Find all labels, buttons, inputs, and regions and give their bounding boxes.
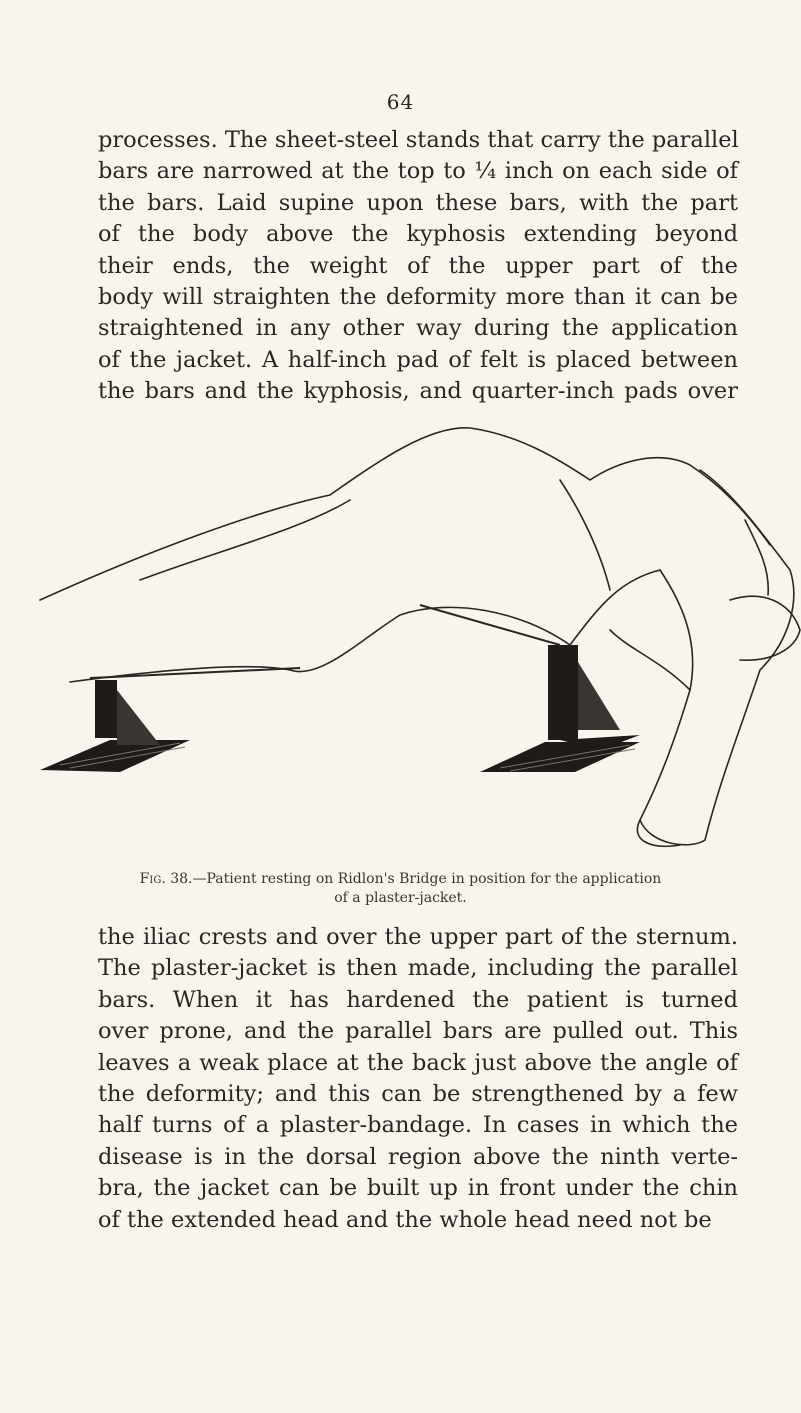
text-line: the bars. Laid supine upon these bars, with the part [98, 189, 738, 216]
body-paragraph-top [98, 125, 738, 408]
text-line: of the jacket. A half-inch pad of felt is placed between [98, 346, 738, 373]
parallel-bars [90, 605, 560, 678]
chest-line [140, 500, 350, 580]
text-line: straightened in any other way during the application [98, 315, 738, 342]
limb-inner [637, 570, 692, 846]
caption-text-line-2: of a plaster-jacket. [334, 890, 467, 906]
text-line: the bars and the kyphosis, and quarter-inch pads over [98, 378, 738, 405]
text-line: bars are narrowed at the top to ¼ inch on each side of [98, 158, 738, 185]
text-line: The plaster-jacket is then made, including the parallel [98, 955, 738, 982]
text-line: bra, the jacket can be built up in front under the chin [98, 1175, 738, 1202]
right-stand-post [548, 645, 578, 740]
figure-label: Fig. 38. [139, 871, 193, 887]
head-outline [730, 596, 800, 660]
text-line: half turns of a plaster-bandage. In cases in which the [98, 1112, 738, 1139]
hand-outline [745, 520, 768, 595]
foot-outline [640, 820, 705, 845]
text-line: body will straighten the deformity more than it can be [98, 284, 738, 311]
caption-text-line-1: —Patient resting on Ridlon's Bridge in position for the application [192, 871, 662, 887]
page-number: 64 [386, 90, 415, 114]
figure-illustration [0, 400, 801, 870]
ridlon-bridge-illustration [0, 400, 801, 870]
text-line: the iliac crests and over the upper part of the sternum. [98, 924, 738, 950]
body-paragraph-bottom [98, 922, 738, 1236]
text-line: disease is in the dorsal region above the ninth verte- [98, 1143, 738, 1170]
body-outline-upper [40, 428, 770, 600]
left-bridge-stand [40, 680, 190, 772]
knee-line [610, 630, 690, 690]
text-line: their ends, the weight of the upper part of the [98, 252, 738, 279]
text-line: processes. The sheet-steel stands that carry the parallel [98, 127, 739, 153]
right-bridge-stand [480, 645, 640, 772]
text-line: of the extended head and the whole head need not be [98, 1206, 712, 1233]
text-line: bars. When it has hardened the patient is turned [98, 986, 738, 1013]
figure-caption [0, 870, 801, 908]
text-line: of the body above the kyphosis extending beyond [98, 221, 738, 248]
text-line: over prone, and the parallel bars are pulled out. This [98, 1018, 738, 1045]
torso-curve [560, 480, 610, 590]
left-stand-post [95, 680, 117, 738]
text-line: leaves a weak place at the back just above the angle of [98, 1049, 738, 1076]
text-line: the deformity; and this can be strengthened by a few [98, 1081, 738, 1108]
